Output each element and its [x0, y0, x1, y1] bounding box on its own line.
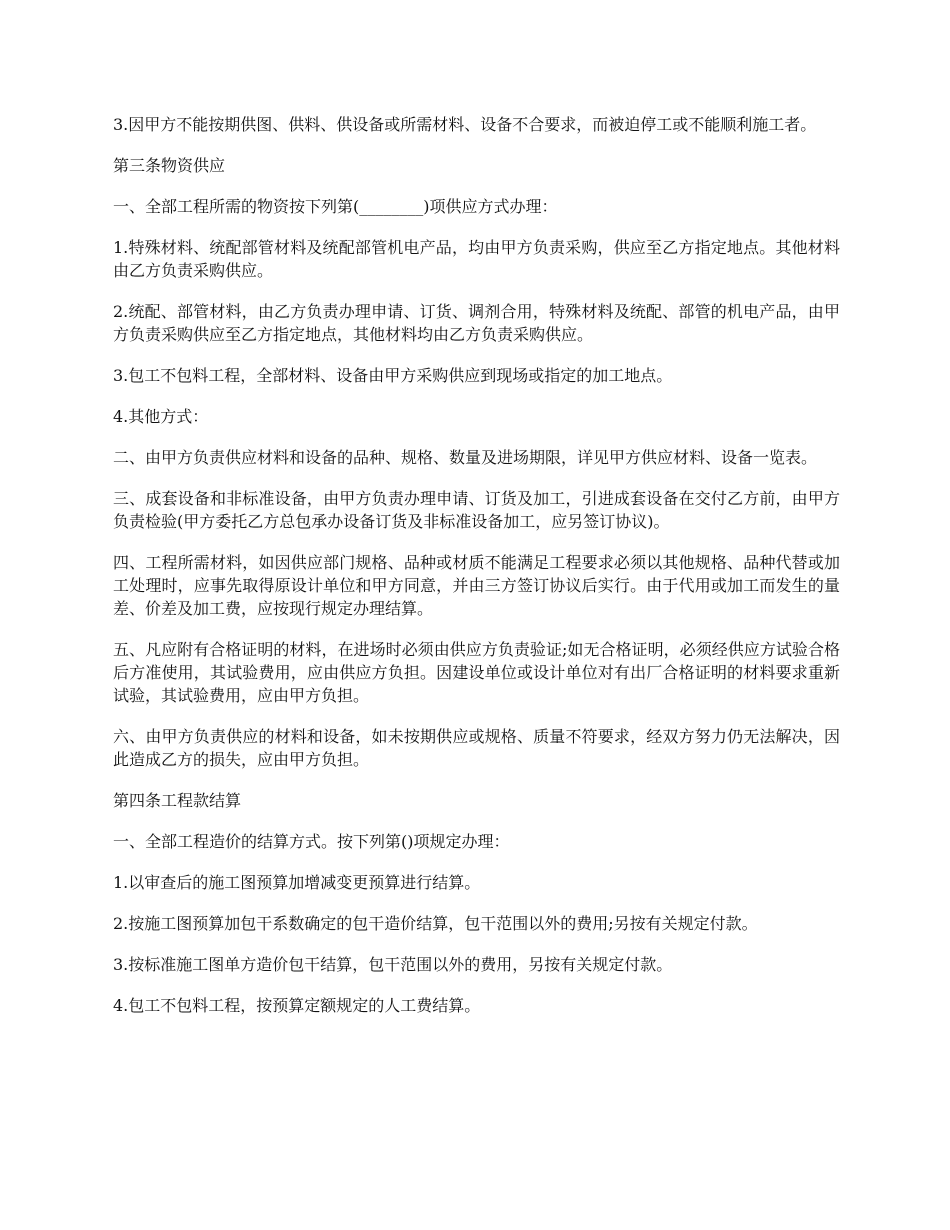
section-heading-article-4: 第四条工程款结算: [113, 791, 242, 810]
paragraph-clause-6: 六、由甲方负责供应的材料和设备，如未按期供应或规格、质量不符要求，经双方努力仍无法解决，因此造成乙方的损失，应由甲方负担。: [113, 727, 840, 769]
paragraph-settlement-option-3: 3.按标准施工图单方造价包干结算，包干范围以外的费用，另按有关规定付款。: [113, 955, 673, 974]
paragraph-settlement-option-4: 4.包工不包料工程，按预算定额规定的人工费结算。: [113, 996, 481, 1015]
section-heading-article-3: 第三条物资供应: [113, 156, 226, 175]
paragraph-clause-5: 五、凡应附有合格证明的材料，在进场时必须由供应方负责验证;如无合格证明，必须经供应方试验合格后方准使用，其试验费用，应由供应方负担。因建设单位或设计单位对有出厂合格证明的材料要求重新试验，其试验费用，应由甲方负担。: [113, 640, 840, 705]
paragraph-supply-option-3: 3.包工不包料工程，全部材料、设备由甲方采购供应到现场或指定的加工地点。: [113, 366, 673, 385]
paragraph-supply-method: 一、全部工程所需的物资按下列第(________)项供应方式办理：: [113, 197, 558, 216]
paragraph-supply-option-1: 1.特殊材料、统配部管材料及统配部管机电产品，均由甲方负责采购，供应至乙方指定地点。其他材料由乙方负责采购供应。: [113, 238, 840, 280]
paragraph-clause-2: 二、由甲方负责供应材料和设备的品种、规格、数量及进场期限，详见甲方供应材料、设备一览表。: [113, 448, 818, 467]
paragraph-item-3-delay: 3.因甲方不能按期供图、供料、供设备或所需材料、设备不合要求，而被迫停工或不能顺利施工者。: [113, 115, 817, 134]
paragraph-supply-option-4: 4.其他方式：: [113, 407, 209, 426]
paragraph-settlement-method: 一、全部工程造价的结算方式。按下列第()项规定办理：: [113, 832, 510, 851]
paragraph-clause-4: 四、工程所需材料，如因供应部门规格、品种或材质不能满足工程要求必须以其他规格、品种代替或加工处理时，应事先取得原设计单位和甲方同意，并由三方签订协议后实行。由于代用或加工而发生的量差、价差及加工费，应按现行规定办理结算。: [113, 553, 840, 618]
paragraph-clause-3: 三、成套设备和非标准设备，由甲方负责办理申请、订货及加工，引进成套设备在交付乙方前，由甲方负责检验(甲方委托乙方总包承办设备订货及非标准设备加工，应另签订协议)。: [113, 489, 840, 531]
paragraph-settlement-option-1: 1.以审查后的施工图预算加增减变更预算进行结算。: [113, 873, 481, 892]
paragraph-settlement-option-2: 2.按施工图预算加包干系数确定的包干造价结算，包干范围以外的费用;另按有关规定付款。: [113, 914, 758, 933]
document-page: [113, 113, 840, 1035]
paragraph-supply-option-2: 2.统配、部管材料，由乙方负责办理申请、订货、调剂合用，特殊材料及统配、部管的机电产品，由甲方负责采购供应至乙方指定地点，其他材料均由乙方负责采购供应。: [113, 302, 840, 344]
